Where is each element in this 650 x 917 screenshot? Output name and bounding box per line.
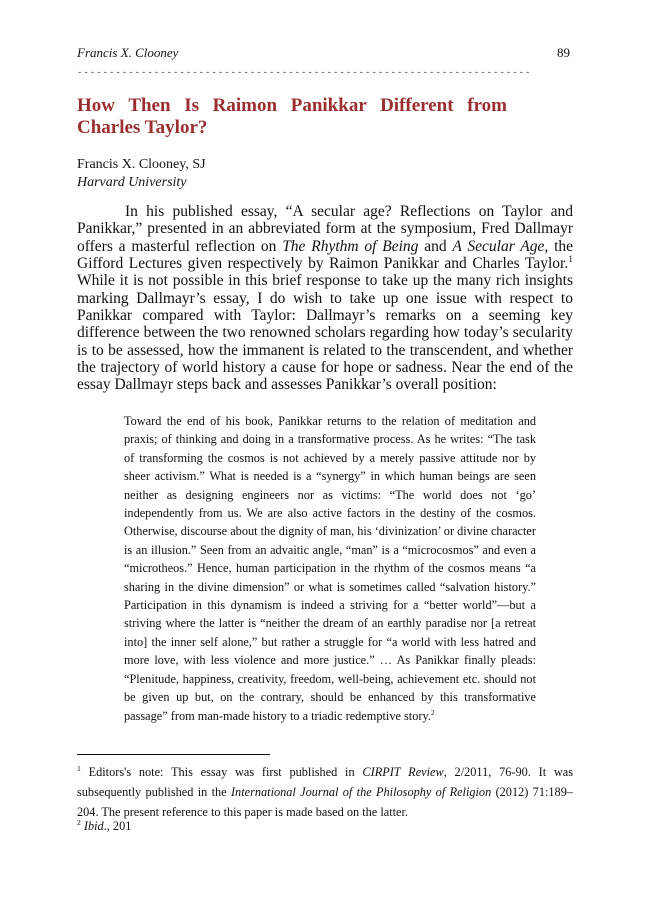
footnote-ref-2[interactable]: 2	[430, 707, 435, 717]
footnote-text: Editors's note: This essay was first published in	[80, 765, 363, 779]
journal-title: CIRPIT Review	[362, 765, 444, 779]
ibid-text: Ibid	[83, 819, 104, 833]
body-paragraph	[77, 203, 573, 394]
footnote-rule	[77, 754, 270, 755]
quote-text: Toward the end of his book, Panikkar returns to the relation of meditation and praxis; of thinking and doing in a transformative process. As he writes: “The task of transforming the cosmos is not achieved by a merely passive attitude nor by sheer activism.” What is needed is a “synergy” in which human beings are seen neither as designing engineers nor as victims: “The world does not ‘go’ independently from us. We are also active factors in the destiny of the cosmos. Otherwise, discourse about the dignity of man, his ‘divinization’ or divine character is an illusion.” Seen from an advaitic angle, “man” is a “microcosmos” and even a “microtheos.” Hence, human participation in the rhythm of the cosmos means “a sharing in the divine dimension” or what is sometimes called “salvation history.” Participation in this dynamism is indeed a striving for a “better world”—but a striving where the latter is “neither the dream of an earthly paradise nor [a retreat into] the inner self alone,” but rather a struggle for “a world with less hatred and more love, with less violence and more justice.” … As Panikkar finally pleads: “Plenitude, happiness, creativity, freedom, well-being, achievement etc. should not be given up but, on the contrary, should be enhanced by this transformative passage” from man-made history to a triadic redemptive story.	[124, 414, 536, 723]
footnote-text: (2012) 71:189–204. The present reference to this paper is made based on the latter.	[77, 785, 573, 819]
running-header	[77, 45, 570, 65]
page-number: 89	[557, 45, 570, 60]
footnote-mark: 1	[77, 763, 81, 773]
body-text: and	[418, 237, 453, 255]
header-author: Francis X. Clooney	[77, 45, 179, 60]
footnote-text: , 2/2011, 76-90. It was subsequently published in the	[77, 765, 574, 799]
footnote-ref-1[interactable]: 1	[568, 253, 573, 265]
footnote-1	[77, 762, 573, 822]
article-affiliation: Harvard University	[77, 175, 187, 190]
header-dashed-rule: -----------------------------------------------------------------------	[77, 68, 532, 78]
journal-title: International Journal of the Philosophy of Religion	[230, 785, 492, 799]
body-text: In his published essay, “A secular age? Reflections on Taylor and Panikkar,” presented in an abbreviated form at the symposium, Fred Dallmayr offers a masterful reflection on	[77, 203, 573, 255]
article-author: Francis X. Clooney, SJ	[77, 157, 206, 172]
footnote-2	[77, 816, 131, 836]
body-text: While it is not possible in this brief response to take up the many rich insights marking Dallmayr’s essay, I do wish to take up one issue with respect to Panikkar compared with Taylor: Dallmayr’s remarks on a seeming key difference between the two renowned scholars regarding how today’s secularity is to be assessed, how the immanent is related to the transcendent, and whether the trajectory of world history a cause for hope or sadness. Near the end of the essay Dallmayr steps back and assesses Panikkar’s overall position:	[77, 272, 573, 394]
article-title: How Then Is Raimon Panikkar Different from Charles Taylor?	[77, 95, 507, 138]
footnote-mark: 2	[77, 817, 81, 827]
body-text: , the Gifford Lectures given respectively by Raimon Panikkar and Charles Taylor.	[77, 237, 574, 273]
book-title: A Secular Age	[452, 237, 545, 255]
book-title: The Rhythm of Being	[282, 237, 419, 255]
footnote-text: ., 201	[103, 819, 132, 833]
block-quote	[124, 412, 536, 725]
